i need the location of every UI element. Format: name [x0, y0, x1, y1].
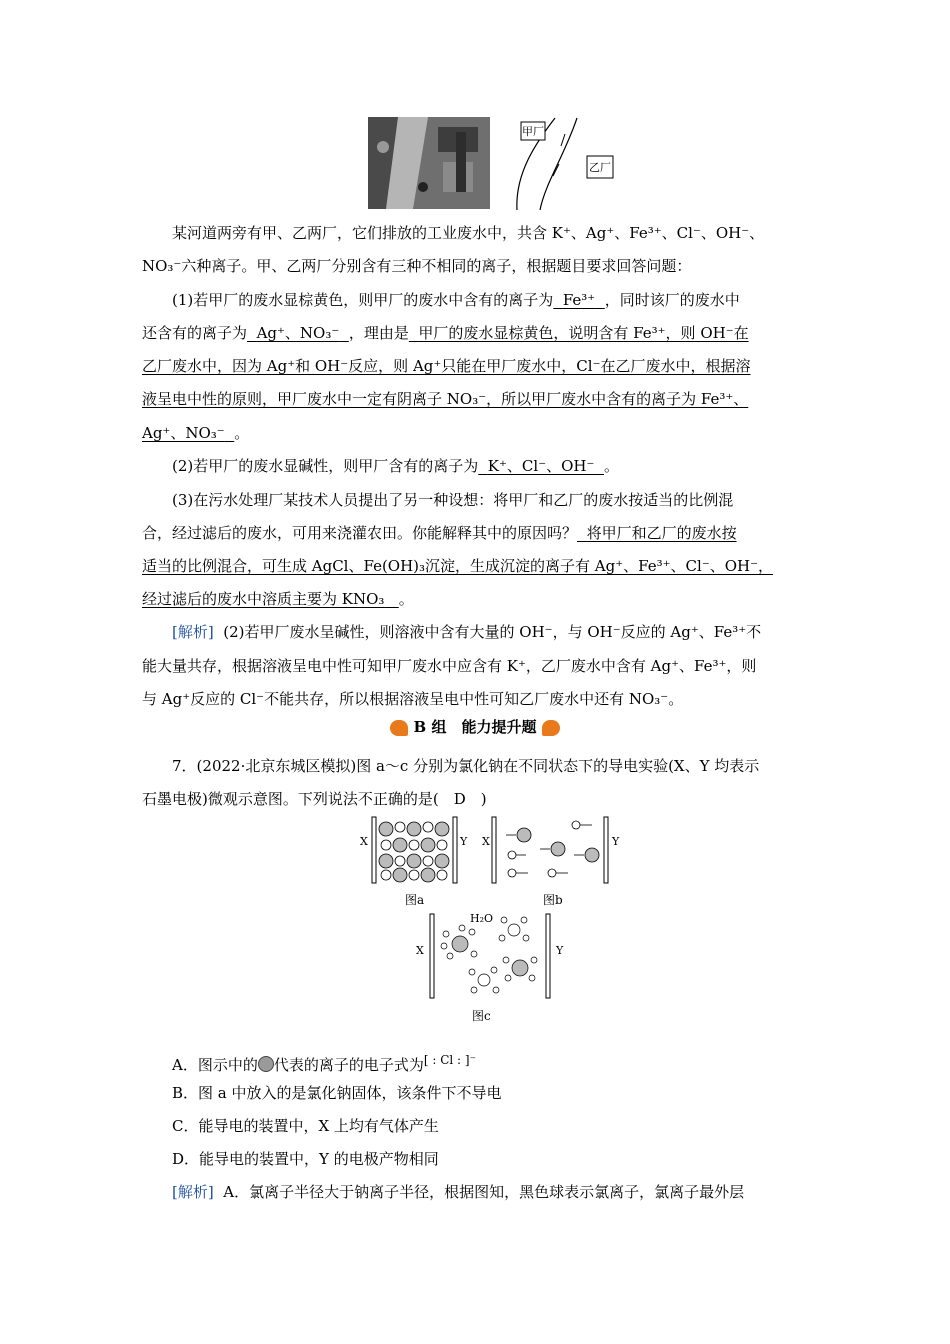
figure-b: [480, 815, 630, 885]
q7-analysis-line: [172, 1182, 744, 1202]
figure-c-water-label: H₂O: [470, 912, 494, 925]
q6-part1-reason-2: 乙厂废水中，因为 Ag⁺和 OH⁻反应，则 Ag⁺只能在甲厂废水中，Cl⁻在乙厂废水中，根据溶: [142, 357, 751, 375]
q7-option-a-text-2: 代表的离子的电子式为: [273, 1056, 424, 1074]
q6-part1-line-2: [142, 323, 749, 343]
q6-part1-line-1: [172, 290, 740, 310]
q6-part2-text: (2)若甲厂的废水显碱性，则甲厂含有的离子为: [172, 457, 479, 475]
q6-analysis-line-3: 与 Ag⁺反应的 Cl⁻不能共存，所以根据溶液呈电中性可知乙厂废水中还有 NO₃⁻。: [142, 690, 684, 708]
q6-part1-line-5: [142, 423, 249, 443]
section-title: B 组 能力提升题: [413, 718, 537, 736]
q6-intro-line-1: 某河道两旁有甲、乙两厂，它们排放的工业废水中，共含 K⁺、Ag⁺、Fe³⁺、Cl⁻、OH⁻、: [172, 224, 765, 242]
q7-option-c: C．能导电的装置中，X 上均有气体产生: [172, 1117, 439, 1135]
q6-part1-text: (1)若甲厂的废水显棕黄色，则甲厂的废水中含有的离子为: [172, 291, 554, 309]
factory-schematic: [515, 114, 620, 212]
q6-intro-line-2: NO₃⁻六种离子。甲、乙两厂分别含有三种不相同的离子，根据题目要求回答问题：: [142, 257, 692, 275]
q6-analysis-line-2: 能大量共存，根据溶液呈电中性可知甲厂废水中应含有 K⁺，乙厂废水中含有 Ag⁺、Fe³⁺，则: [142, 657, 757, 675]
figure-c-y-label: Y: [556, 944, 564, 957]
figure-c-x-label: X: [416, 944, 424, 957]
speech-bubble-icon: [390, 720, 408, 736]
chloride-electron-formula: [ : Cl : ]⁻: [423, 1053, 476, 1067]
figure-a-y-label: Y: [460, 835, 468, 848]
figure-c: [410, 908, 570, 1004]
q6-part3-line-1: (3)在污水处理厂某技术人员提出了另一种设想：将甲厂和乙厂的废水按适当的比例混: [172, 491, 734, 509]
q6-part2-answer: K⁺、Cl⁻、OH⁻: [487, 457, 595, 475]
q6-part1-text-b: ，同时该厂的废水中: [604, 291, 740, 309]
q6-analysis-line-1: [172, 622, 761, 642]
river-photo: [368, 117, 490, 209]
q6-part1-answer-1: Fe³⁺: [562, 291, 596, 309]
figure-a-caption: 图a: [405, 893, 425, 907]
analysis-tag: [解析]: [172, 623, 214, 641]
q7-stem-line-2: 石墨电极)微观示意图。下列说法不正确的是( D ): [142, 790, 487, 808]
figure-b-y-label: Y: [612, 835, 620, 848]
q7-stem-line-1: 7．(2022·北京东城区模拟)图 a～c 分别为氯化钠在不同状态下的导电实验(X、Y 均表示: [172, 757, 760, 775]
figure-a-x-label: X: [360, 835, 368, 848]
figure-b-caption: 图b: [543, 893, 563, 907]
q6-part3-question: 合，经过滤后的废水，可用来浇灌农田。你能解释其中的原因吗？: [142, 524, 578, 542]
q6-part3-answer-3: 经过滤后的废水中溶质主要为 KNO₃: [142, 590, 385, 608]
figure-c-caption: 图c: [472, 1009, 491, 1023]
q6-part3-answer-1: 将甲厂和乙厂的废水按: [586, 524, 737, 542]
q6-part3-answer-2: 适当的比例混合，可生成 AgCl、Fe(OH)₃沉淀，生成沉淀的离子有 Ag⁺、Fe³⁺、Cl⁻、OH⁻，: [142, 557, 774, 575]
q7-option-d: D．能导电的装置中，Y 的电极产物相同: [172, 1150, 439, 1168]
q6-part1-answer-2: Ag⁺、NO₃⁻: [256, 324, 340, 342]
q6-part1-text-d: ，理由是: [348, 324, 409, 342]
q7-option-a: [172, 1050, 476, 1075]
figure-a: [360, 815, 472, 885]
q7-analysis-text: A．氯离子半径大于钠离子半径，根据图知，黑色球表示氯离子，氯离子最外层: [223, 1183, 745, 1201]
q6-part1-reason-3: 液呈电中性的原则，甲厂废水中一定有阴离子 NO₃⁻，所以甲厂废水中含有的离子为 Fe³⁺、: [142, 390, 749, 408]
grey-ball-icon: [258, 1056, 274, 1072]
figure-b-x-label: X: [482, 835, 490, 848]
q7-option-b: B．图 a 中放入的是氯化钠固体，该条件下不导电: [172, 1084, 502, 1102]
q6-part3-line-4: [142, 589, 414, 609]
q6-part1-end: 。: [234, 424, 250, 442]
q6-part2-line: [172, 456, 619, 476]
q6-analysis-text-1: (2)若甲厂废水呈碱性，则溶液中含有大量的 OH⁻，与 OH⁻反应的 Ag⁺、Fe³⁺不: [223, 623, 762, 641]
q6-part2-end: 。: [603, 457, 619, 475]
speech-bubble-icon: [542, 720, 560, 736]
q6-part3-line-2: [142, 523, 737, 543]
analysis-tag: [解析]: [172, 1183, 214, 1201]
q7-option-a-text: A．图示中的: [172, 1056, 258, 1074]
q6-part1-reason-1: 甲厂的废水显棕黄色，说明含有 Fe³⁺，则 OH⁻在: [418, 324, 749, 342]
section-header: [0, 716, 950, 737]
q6-part1-reason-4: Ag⁺、NO₃⁻: [142, 424, 225, 442]
q6-part3-end: 。: [398, 590, 414, 608]
factory-jia-label: 甲厂: [522, 125, 544, 138]
q6-part1-text-c: 还含有的离子为: [142, 324, 248, 342]
factory-yi-label: 乙厂: [589, 161, 611, 174]
